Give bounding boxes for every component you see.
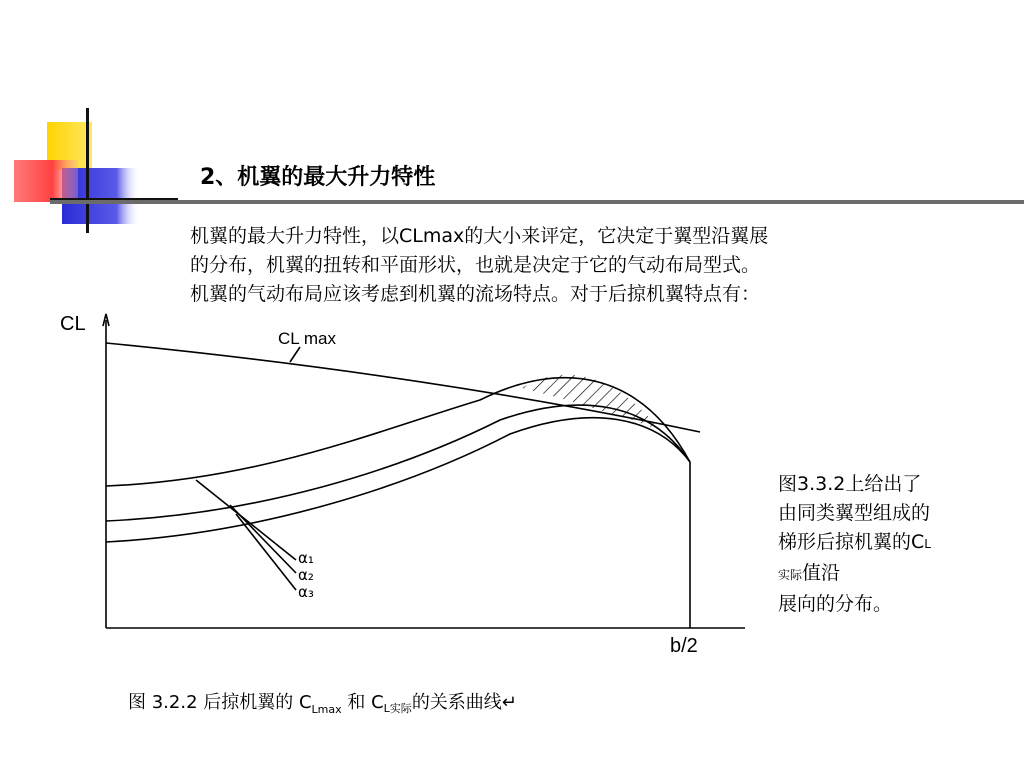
curve-label-2: α₂ [298,566,314,584]
side-note-text: 值沿 [802,562,841,584]
side-note-text: 梯形后掠机翼的C [778,531,925,553]
decorative-squares [0,100,180,240]
curve-label-3: α₃ [298,583,314,601]
cl-curve-3 [106,418,690,542]
leader-clmax [290,347,300,362]
intro-paragraph [190,222,970,309]
intro-line: 的分布，机翼的扭转和平面形状，也就是决定于它的气动布局型式。 [190,254,761,276]
leader-1 [196,480,296,560]
caption-sub1: Lmax [311,703,342,716]
side-note-line: 由同类翼型组成的 [778,502,931,524]
caption-mid: 和 C [341,692,384,713]
side-note-line [778,559,1018,590]
side-note-line: 展向的分布。 [778,593,893,615]
actual-subscript: 实际 [778,568,803,582]
x-axis-label: b/2 [670,635,698,657]
curve-label-1: α₁ [298,549,314,567]
caption-suffix: 的关系曲线↵ [411,692,517,713]
caption-sub2: L实际 [383,702,412,715]
cl-curve-2 [106,405,690,521]
cl-subscript: L [924,537,931,551]
side-note-line [778,528,1018,559]
caption-prefix: 图 3.2.2 后掠机翼的 C [128,692,312,713]
title-divider [50,200,1024,204]
clmax-label: CL max [278,329,336,348]
y-axis-label: CL [60,313,86,335]
figure-caption [128,692,517,716]
lift-distribution-figure [0,300,780,720]
intro-line: 机翼的气动布局应该考虑到机翼的流场特点。对于后掠机翼特点有： [190,283,761,305]
side-note [778,470,1018,619]
intro-line: 机翼的最大升力特性，以CLmax的大小来评定，它决定于翼型沿翼展 [190,225,769,247]
slide-title: 2、机翼的最大升力特性 [200,165,436,190]
side-note-line: 图3.3.2上给出了 [778,473,922,495]
